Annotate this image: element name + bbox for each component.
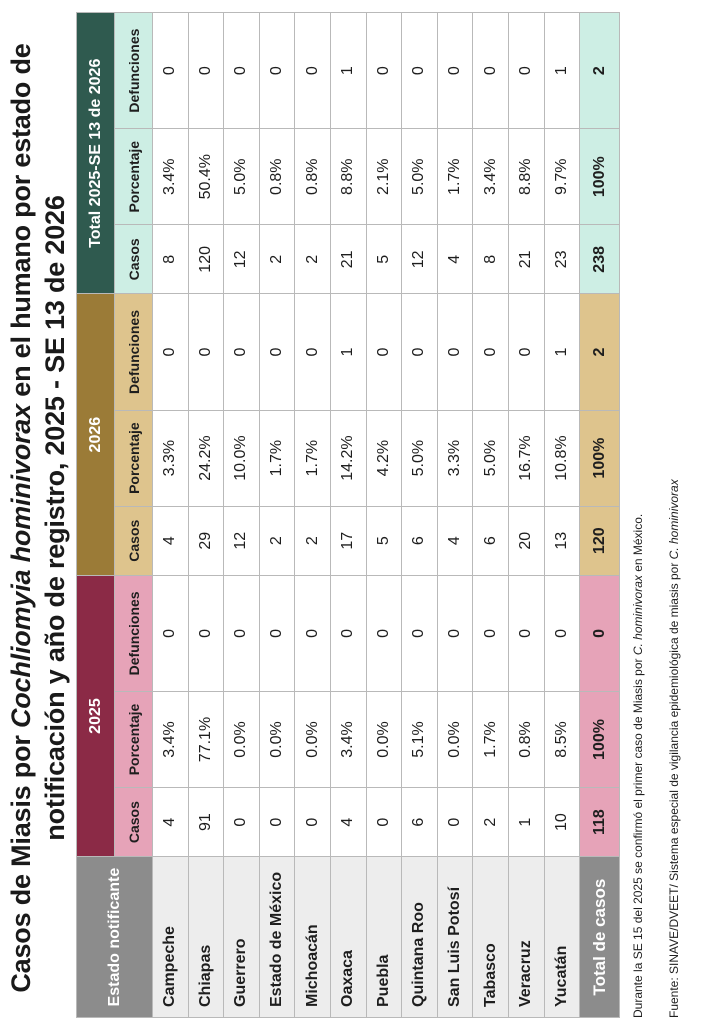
page-title <box>4 18 72 1018</box>
cell-d25: 0 <box>259 575 295 691</box>
cell-c25: 0 <box>437 788 473 857</box>
cell-ct: 21 <box>330 225 366 294</box>
cell-p25: 0.0% <box>224 691 260 787</box>
cell-p25: 0.0% <box>366 691 402 787</box>
cell-c26: 20 <box>508 506 544 575</box>
cell-p26: 5.0% <box>473 410 509 506</box>
total-casos-2025: 118 <box>580 788 620 857</box>
cell-dt: 1 <box>544 13 580 129</box>
total-row <box>580 13 620 1018</box>
cell-pt: 5.0% <box>402 129 438 225</box>
cell-p26: 10.0% <box>224 410 260 506</box>
cell-pt: 1.7% <box>437 129 473 225</box>
cell-c26: 6 <box>473 506 509 575</box>
cell-dt: 1 <box>330 13 366 129</box>
cell-p25: 0.0% <box>259 691 295 787</box>
subheader-casos-2025: Casos <box>115 788 153 857</box>
subheader-casos-total: Casos <box>115 225 153 294</box>
cell-c25: 4 <box>153 788 189 857</box>
cell-p25: 1.7% <box>473 691 509 787</box>
table-row <box>508 13 544 1018</box>
cell-pt: 3.4% <box>153 129 189 225</box>
table-row <box>188 13 224 1018</box>
subheader-defunciones-2025: Defunciones <box>115 575 153 691</box>
table-row <box>224 13 260 1018</box>
cell-p25: 77.1% <box>188 691 224 787</box>
cell-c26: 2 <box>295 506 331 575</box>
cell-p25: 3.4% <box>330 691 366 787</box>
state-name-cell: Campeche <box>153 857 189 1018</box>
state-name-cell: Michoacán <box>295 857 331 1018</box>
cell-dt: 0 <box>402 13 438 129</box>
subheader-casos-2026: Casos <box>115 506 153 575</box>
cell-pt: 5.0% <box>224 129 260 225</box>
cell-ct: 2 <box>295 225 331 294</box>
cell-d26: 0 <box>224 294 260 410</box>
table-row <box>473 13 509 1018</box>
group-header-2025: 2025 <box>77 575 115 856</box>
cell-dt: 0 <box>224 13 260 129</box>
table-row <box>437 13 473 1018</box>
cell-d25: 0 <box>224 575 260 691</box>
cell-p26: 3.3% <box>437 410 473 506</box>
cell-d26: 0 <box>259 294 295 410</box>
cell-d25: 0 <box>437 575 473 691</box>
cell-p26: 24.2% <box>188 410 224 506</box>
cell-dt: 0 <box>153 13 189 129</box>
cell-c26: 13 <box>544 506 580 575</box>
cell-ct: 8 <box>153 225 189 294</box>
cell-p26: 3.3% <box>153 410 189 506</box>
cell-pt: 50.4% <box>188 129 224 225</box>
state-name-cell: San Luis Potosí <box>437 857 473 1018</box>
cell-ct: 8 <box>473 225 509 294</box>
total-casos-2026: 120 <box>580 506 620 575</box>
cell-d25: 0 <box>473 575 509 691</box>
cell-d26: 1 <box>544 294 580 410</box>
cell-c26: 6 <box>402 506 438 575</box>
cell-c26: 4 <box>437 506 473 575</box>
cell-c26: 12 <box>224 506 260 575</box>
cell-c25: 2 <box>473 788 509 857</box>
cell-d26: 0 <box>473 294 509 410</box>
cell-p25: 0.8% <box>508 691 544 787</box>
cell-d26: 0 <box>437 294 473 410</box>
table-row <box>402 13 438 1018</box>
cell-d25: 0 <box>188 575 224 691</box>
cell-c26: 17 <box>330 506 366 575</box>
total-defunciones-total: 2 <box>580 13 620 129</box>
cell-d26: 0 <box>402 294 438 410</box>
cell-d25: 0 <box>508 575 544 691</box>
cell-dt: 0 <box>259 13 295 129</box>
total-defunciones-2026: 2 <box>580 294 620 410</box>
cell-d26: 0 <box>295 294 331 410</box>
cell-c25: 0 <box>295 788 331 857</box>
total-casos-total: 238 <box>580 225 620 294</box>
cell-d25: 0 <box>153 575 189 691</box>
title-part1: Casos de Miasis por <box>6 728 36 993</box>
cell-ct: 12 <box>224 225 260 294</box>
cell-p26: 4.2% <box>366 410 402 506</box>
cell-ct: 12 <box>402 225 438 294</box>
cell-c25: 4 <box>330 788 366 857</box>
group-header-total: Total 2025-SE 13 de 2026 <box>77 13 115 294</box>
cell-p25: 5.1% <box>402 691 438 787</box>
cell-c25: 1 <box>508 788 544 857</box>
state-name-cell: Estado de México <box>259 857 295 1018</box>
subheader-porcentaje-2025: Porcentaje <box>115 691 153 787</box>
cell-ct: 2 <box>259 225 295 294</box>
cell-d26: 0 <box>366 294 402 410</box>
cell-dt: 0 <box>473 13 509 129</box>
cell-dt: 0 <box>366 13 402 129</box>
footnote-first-case: Durante la SE 15 del 2025 se confirmó el primer caso de Miasis por C. hominivorax en México. <box>631 513 645 1018</box>
footnote-source: Fuente: SINAVE/DVEET/ Sistema especial de vigilancia epidemiológica de miasis por C. hominivorax <box>667 479 681 1018</box>
state-name-cell: Oaxaca <box>330 857 366 1018</box>
table-row <box>330 13 366 1018</box>
total-label: Total de casos <box>580 857 620 1018</box>
cell-p26: 1.7% <box>259 410 295 506</box>
cases-table <box>76 12 620 1018</box>
state-name-cell: Quintana Roo <box>402 857 438 1018</box>
cell-p25: 8.5% <box>544 691 580 787</box>
cell-pt: 8.8% <box>508 129 544 225</box>
cell-d25: 0 <box>366 575 402 691</box>
cell-ct: 21 <box>508 225 544 294</box>
cell-c25: 0 <box>224 788 260 857</box>
state-name-cell: Yucatán <box>544 857 580 1018</box>
cell-c26: 2 <box>259 506 295 575</box>
cell-p26: 1.7% <box>295 410 331 506</box>
table-row <box>366 13 402 1018</box>
cell-p26: 14.2% <box>330 410 366 506</box>
cell-pt: 0.8% <box>259 129 295 225</box>
state-name-cell: Veracruz <box>508 857 544 1018</box>
cell-d25: 0 <box>402 575 438 691</box>
subheader-defunciones-2026: Defunciones <box>115 294 153 410</box>
cell-p25: 3.4% <box>153 691 189 787</box>
cell-ct: 120 <box>188 225 224 294</box>
cell-d26: 0 <box>508 294 544 410</box>
cell-dt: 0 <box>437 13 473 129</box>
cell-c26: 5 <box>366 506 402 575</box>
cell-p25: 0.0% <box>437 691 473 787</box>
cell-c26: 4 <box>153 506 189 575</box>
table-body <box>153 13 580 1018</box>
cell-ct: 23 <box>544 225 580 294</box>
table-row <box>295 13 331 1018</box>
state-name-cell: Puebla <box>366 857 402 1018</box>
cell-c25: 10 <box>544 788 580 857</box>
subheader-defunciones-total: Defunciones <box>115 13 153 129</box>
total-defunciones-2025: 0 <box>580 575 620 691</box>
cell-c26: 29 <box>188 506 224 575</box>
state-name-cell: Guerrero <box>224 857 260 1018</box>
state-header: Estado notificante <box>77 857 153 1018</box>
cell-d26: 1 <box>330 294 366 410</box>
cell-pt: 9.7% <box>544 129 580 225</box>
cell-c25: 6 <box>402 788 438 857</box>
cell-d25: 0 <box>544 575 580 691</box>
cell-p26: 5.0% <box>402 410 438 506</box>
cell-d25: 0 <box>295 575 331 691</box>
cell-pt: 3.4% <box>473 129 509 225</box>
cell-pt: 8.8% <box>330 129 366 225</box>
cell-dt: 0 <box>295 13 331 129</box>
cell-c25: 0 <box>366 788 402 857</box>
group-header-2026: 2026 <box>77 294 115 575</box>
total-porcentaje-2026: 100% <box>580 410 620 506</box>
table-row <box>153 13 189 1018</box>
table-row <box>259 13 295 1018</box>
cell-p26: 16.7% <box>508 410 544 506</box>
state-name-cell: Chiapas <box>188 857 224 1018</box>
cell-p25: 0.0% <box>295 691 331 787</box>
cell-dt: 0 <box>508 13 544 129</box>
cell-ct: 5 <box>366 225 402 294</box>
cell-d26: 0 <box>153 294 189 410</box>
cell-c25: 0 <box>259 788 295 857</box>
cell-ct: 4 <box>437 225 473 294</box>
cell-d25: 0 <box>330 575 366 691</box>
total-porcentaje-total: 100% <box>580 129 620 225</box>
subheader-porcentaje-total: Porcentaje <box>115 129 153 225</box>
cell-pt: 0.8% <box>295 129 331 225</box>
cell-pt: 2.1% <box>366 129 402 225</box>
title-part2: en el humano por estado de notificación y año de registro, 2025 - SE 13 de 2026 <box>6 43 70 841</box>
total-porcentaje-2025: 100% <box>580 691 620 787</box>
cell-p26: 10.8% <box>544 410 580 506</box>
state-name-cell: Tabasco <box>473 857 509 1018</box>
cell-dt: 0 <box>188 13 224 129</box>
subheader-porcentaje-2026: Porcentaje <box>115 410 153 506</box>
cell-d26: 0 <box>188 294 224 410</box>
title-species: Cochliomyia hominivorax <box>6 404 36 729</box>
cell-c25: 91 <box>188 788 224 857</box>
footnotes <box>628 12 700 1018</box>
table-row <box>544 13 580 1018</box>
